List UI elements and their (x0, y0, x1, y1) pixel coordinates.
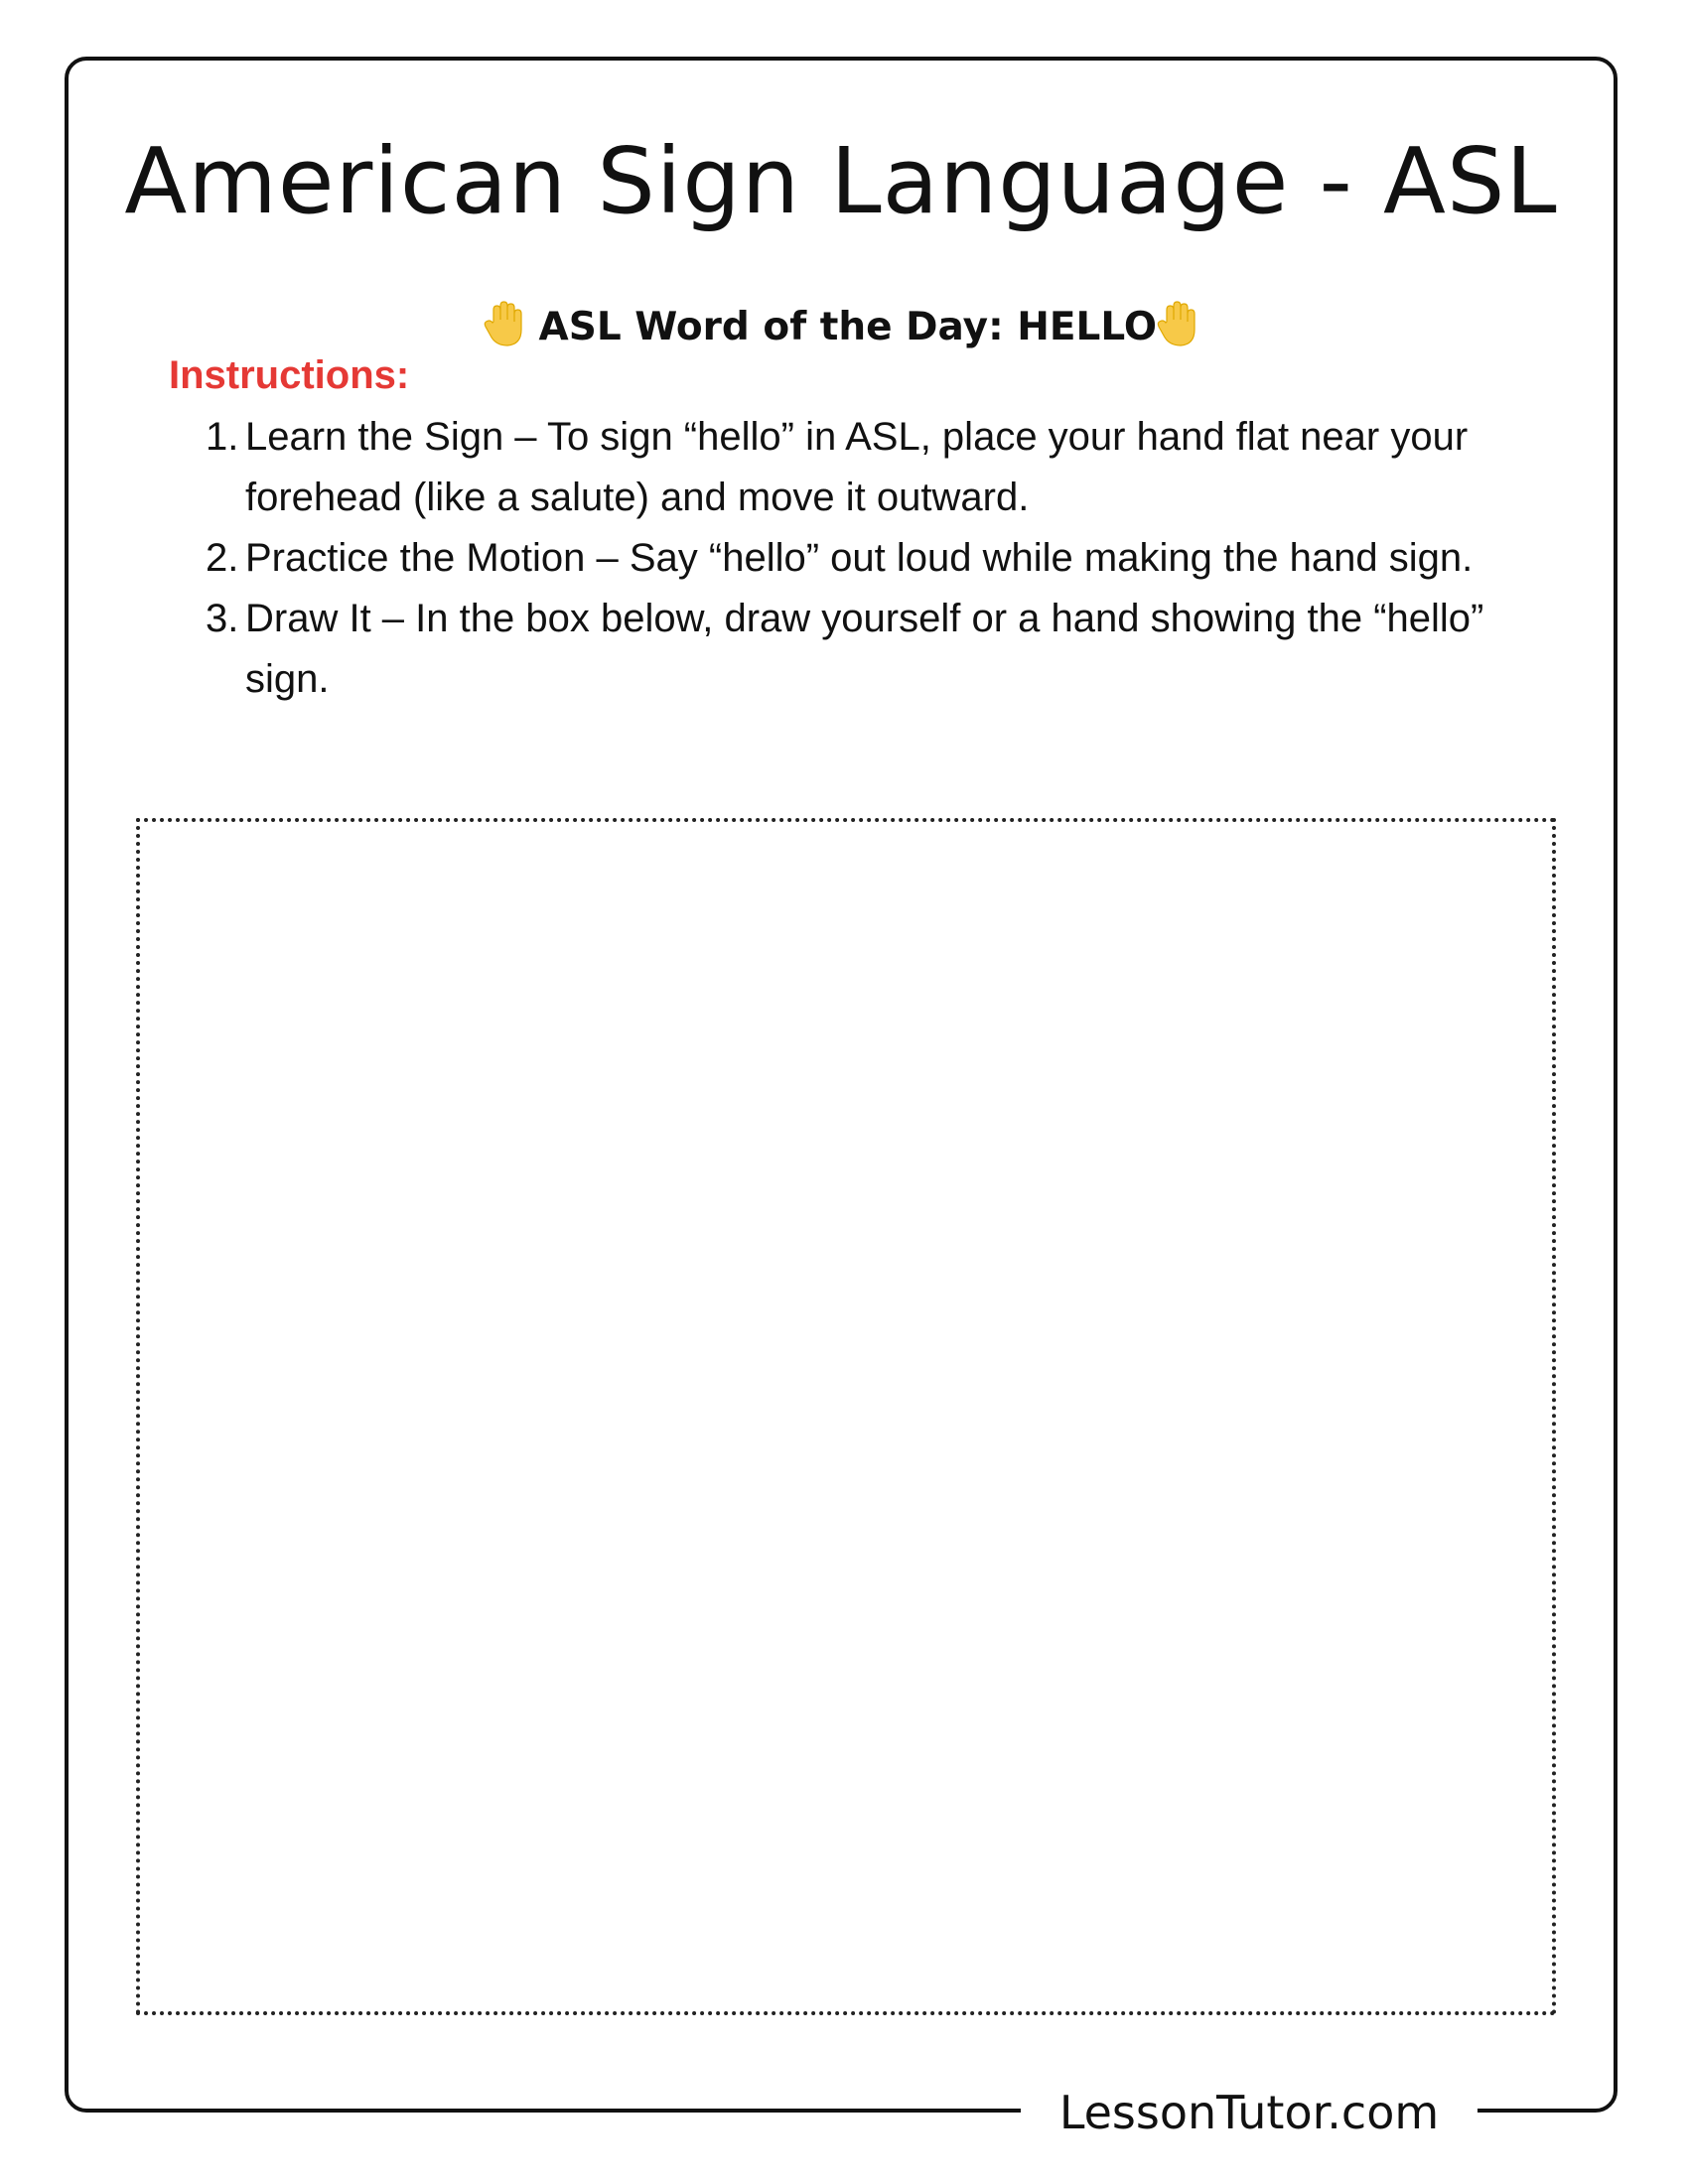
word-of-the-day (65, 300, 1618, 352)
footer-brand: LessonTutor.com (1058, 2086, 1440, 2139)
instruction-steps (199, 407, 1509, 710)
instruction-step (199, 407, 1509, 528)
word-of-the-day-text: ASL Word of the Day: HELLO (538, 305, 1158, 349)
step-text: Draw It – In the box below, draw yourself or a hand showing the “hello” sign. (245, 597, 1484, 701)
step-number: 2. (206, 536, 239, 580)
step-text: Practice the Motion – Say “hello” out loud while making the hand sign. (245, 536, 1474, 580)
step-number: 3. (206, 597, 239, 640)
page-title: American Sign Language - ASL (124, 128, 1558, 234)
raised-hand-icon (484, 300, 525, 347)
raised-hand-icon (1157, 300, 1198, 347)
instructions-heading: Instructions: (169, 353, 410, 397)
step-number: 1. (206, 415, 239, 459)
step-text: Learn the Sign – To sign “hello” in ASL, place your hand flat near your forehead (like a salute) and move it outward. (245, 415, 1469, 519)
drawing-area[interactable] (136, 818, 1556, 2015)
instruction-step (199, 589, 1509, 710)
instruction-step (199, 528, 1509, 589)
